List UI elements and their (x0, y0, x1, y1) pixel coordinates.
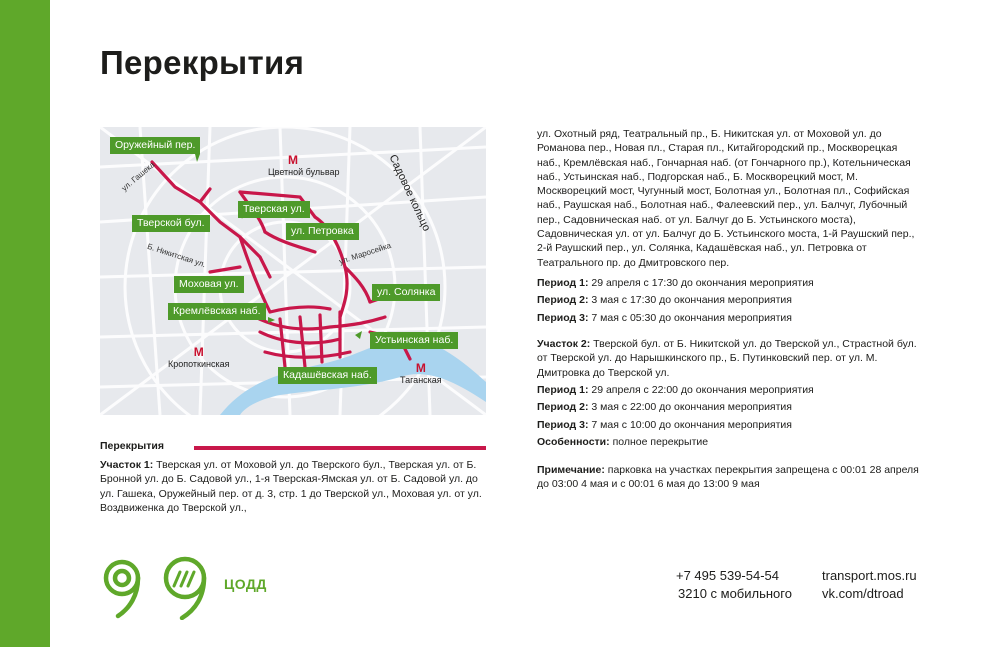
section2-periods (537, 383, 922, 449)
closure-map (100, 127, 486, 415)
section1-period-3: Период 3: 7 мая с 05:30 до окончания мероприятия (537, 311, 792, 324)
section1-period-1: Период 1: 29 апреля с 17:30 до окончания мероприятия (537, 277, 814, 289)
metro-taganskaya (400, 361, 442, 385)
street-maroseyka: ул. Маросейка (337, 240, 393, 267)
section1-text-right: ул. Охотный ряд, Театральный пр., Б. Никитская ул. от Моховой ул. до Романова пер., Новая пл., Старая пл., Китайгородский пр., Москворецкая наб., Кремлёвская наб., Гончарная наб. (от Гончарного пр.), Котельническая наб., Устьинская наб., Подгорская наб., Б. Москворецкий мост, М. Москворецкий мост, Чугунный мост, Болотная ул., Болотная пл., Софийская наб., Раушская наб., Болотная наб., Фалеевский пер., ул. Балчуг, Лубочный пер., Садовническая наб. от ул. Балчуг до Б. Устьинского моста), Садовническая ул. от ул. Балчуг до Б. Устьинского моста, 1-й Раушский пер., 2-й Раушский пер., ул. Солянка, Кадашёвская наб., ул. Петровка от Театрального пр. до Дмитровского пер. (537, 128, 915, 269)
section1-left (100, 458, 490, 515)
section1-text-left: Тверская ул. от Моховой ул. до Тверского бул., Тверская ул. от Б. Бронной ул. до Б. Садовой ул., 1-я Тверская-Ямская ул. от Б. Садовой ул. до ул. Гашека, Оружейный пер. от д. 3, стр. 1 до Тверской ул., Моховая ул. от ул. Воздвиженка до Тверской ул., (100, 459, 482, 514)
map-label-solyanka: ул. Солянка (372, 284, 440, 301)
map-label-kremlevskaya: Кремлёвская наб. (168, 303, 266, 320)
phone[interactable]: +7 495 539-54-54 (676, 568, 780, 583)
map-label-petrovka: ул. Петровка (286, 223, 359, 240)
metro-icon: М (288, 153, 298, 167)
tsodd-logo-icon (100, 550, 220, 620)
mobile-number: 3210 с мобильного (678, 586, 792, 601)
street-gasheka: ул. Гашека (119, 160, 157, 193)
note-label: Примечание: (537, 464, 605, 476)
vk-link[interactable]: vk.com/dtroad (822, 586, 904, 601)
map-label-ustyinskaya: Устьинская наб. (370, 332, 458, 349)
website-link[interactable]: transport.mos.ru (822, 568, 917, 583)
section2-period-2: Период 2: 3 мая с 22:00 до окончания мероприятия (537, 401, 792, 414)
section1-right (537, 127, 922, 270)
garden-ring-label: Садовое кольцо (386, 152, 433, 234)
section1-period-2: Период 2: 3 мая с 17:30 до окончания мероприятия (537, 294, 792, 307)
street-b-nikitskaya: Б. Никитская ул. (146, 241, 207, 270)
map-label-kadashevskaya: Кадашёвская наб. (278, 367, 377, 384)
note (537, 463, 922, 492)
metro-tsvetnoy (268, 153, 340, 177)
org-name: ЦОДД (224, 576, 267, 592)
section1-periods (537, 276, 922, 325)
section2-period-1: Период 1: 29 апреля с 22:00 до окончания мероприятия (537, 384, 814, 396)
section1-heading: Участок 1: (100, 459, 154, 471)
map-label-mokhovaya: Моховая ул. (174, 276, 244, 293)
legend-line (194, 446, 486, 450)
metro-icon: М (193, 345, 204, 359)
map-label-tverskoy-bul: Тверской бул. (132, 215, 210, 232)
metro-kropotkinskaya-label: Кропоткинская (168, 359, 230, 369)
metro-kropotkinskaya (168, 345, 230, 369)
metro-tsvetnoy-label: Цветной бульвар (268, 167, 340, 177)
page-title: Перекрытия (100, 44, 305, 81)
section2-features: Особенности: полное перекрытие (537, 435, 709, 448)
section2-body: Участок 2: Тверской бул. от Б. Никитской ул. до Тверской ул., Страстной бул. от Тверской ул. до Нарышкинского пр., Б. Путинковский пер. от ул. М. Дмитровка до Тверской ул. (537, 338, 917, 379)
section2-period-3: Период 3: 7 мая с 10:00 до окончания мероприятия (537, 418, 792, 431)
green-side-bar (0, 0, 50, 647)
legend-label: Перекрытия (100, 440, 164, 452)
map-label-oruzheyny: Оружейный пер. (110, 137, 200, 154)
metro-taganskaya-label: Таганская (400, 375, 442, 385)
note-text: парковка на участках перекрытия запрещена с 00:01 28 апреля до 03:00 4 мая и с 00:01 6 мая до 13:00 9 мая (537, 464, 919, 491)
section2 (537, 337, 922, 380)
metro-icon: М (415, 361, 426, 375)
map-legend (100, 440, 486, 456)
map-label-tverskaya: Тверская ул. (238, 201, 310, 218)
